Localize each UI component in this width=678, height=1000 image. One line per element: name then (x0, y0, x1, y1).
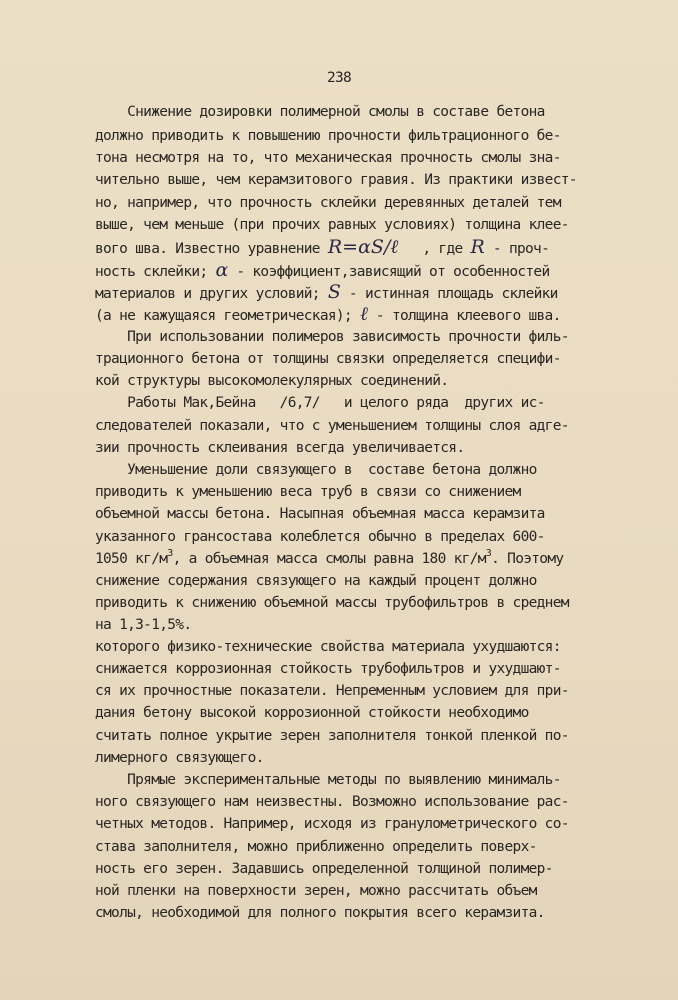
text-line (95, 814, 569, 834)
line-text: материалов и других условий; (95, 286, 320, 302)
text-line (95, 482, 521, 502)
text-line (95, 770, 561, 790)
text-line (95, 527, 545, 547)
text-line (95, 193, 561, 213)
text-line (95, 659, 561, 679)
line-text-tail: - коэффициент,зависящий от особенностей (228, 264, 550, 280)
line-text: смолы, необходимой для полного покрытия всего керамзита. (95, 905, 545, 921)
line-text: При использовании полимеров зависимость прочности филь- (95, 329, 569, 345)
line-text-tail: - проч- (484, 241, 550, 257)
text-line (95, 881, 537, 901)
line-text: Снижение дозировки полимерной смолы в составе бетона (95, 104, 545, 120)
text-line (95, 371, 448, 391)
text-line (95, 438, 464, 458)
line-text: должно приводить к повышению прочности фильтрационного бе- (95, 128, 561, 144)
text-line (95, 571, 537, 591)
line-text: объемной массы бетона. Насыпная объемная масса керамзита (95, 506, 545, 522)
line-text: выше, чем меньше (при прочих равных условиях) толщина клее- (95, 217, 569, 233)
line-text: снижение содержания связующего на каждый процент должно (95, 573, 537, 589)
text-line (95, 416, 569, 436)
text-line (95, 215, 569, 235)
text-line (95, 726, 569, 746)
line-text: става заполнителя, можно приближенно определить поверх- (95, 839, 537, 855)
text-line (95, 148, 561, 168)
line-text: ся их прочностные показатели. Непременным условием для при- (95, 683, 569, 699)
text-line (95, 237, 549, 257)
text-line (95, 748, 264, 768)
text-line (95, 681, 569, 701)
text-line (95, 837, 537, 857)
line-text: лимерного связующего. (95, 750, 264, 766)
handwritten-symbol: α (215, 259, 229, 281)
text-line (95, 304, 561, 324)
superscript: 3 (167, 548, 173, 559)
line-text: но, например, что прочность склейки деревянных деталей тем (95, 195, 561, 211)
text-line (95, 260, 550, 280)
text-line (95, 126, 561, 146)
text-line (95, 903, 545, 923)
text-line (95, 637, 561, 657)
line-text-tail: - толщина клеевого шва. (367, 308, 561, 324)
line-text-tail: , а объемная масса смолы равна 180 кг/м (172, 551, 486, 567)
text-line (95, 102, 545, 122)
handwritten-symbol: S (327, 281, 341, 303)
line-text: снижается коррозионная стойкость трубофильтров и ухудшают- (95, 661, 561, 677)
line-text: ной пленки на поверхности зерен, можно рассчитать объем (95, 883, 537, 899)
text-line (95, 460, 537, 480)
line-text: которого физико-технические свойства материала ухудшаются: (95, 639, 561, 655)
line-text: кой структуры высокомолекулярных соединений. (95, 373, 449, 389)
handwritten-symbol: R (470, 236, 485, 258)
line-text: дания бетону высокой коррозионной стойкости необходимо (95, 705, 529, 721)
line-text: чительно выше, чем керамзитового гравия. Из практики извест- (95, 172, 577, 188)
line-text: зии прочность склеивания всегда увеличивается. (95, 440, 465, 456)
line-text: следователей показали, что с уменьшением толщины слоя адге- (95, 418, 569, 434)
text-line (95, 549, 563, 569)
line-text: приводить к снижению объемной массы трубофильтров в среднем (95, 595, 569, 611)
superscript: 3 (485, 548, 492, 559)
line-text: 1050 кг/м (95, 551, 168, 567)
line-text: вого шва. Известно уравнение (95, 241, 320, 257)
text-line (95, 615, 191, 635)
line-text-continued: , где (398, 241, 463, 257)
text-line (95, 703, 529, 723)
line-text: ного связующего нам неизвестны. Возможно использование рас- (95, 794, 569, 810)
line-text: ность его зерен. Задавшись определенной толщиной полимер- (95, 861, 553, 877)
page-number: 238 (326, 70, 352, 86)
text-line (95, 393, 545, 413)
text-line (95, 282, 558, 302)
line-text: Работы Мак,Бейна /6,7/ и целого ряда других ис- (95, 395, 545, 411)
text-line (95, 859, 553, 879)
text-line (95, 170, 577, 190)
line-text: Прямые экспериментальные методы по выявлению минималь- (95, 772, 561, 788)
line-text-tail: . Поэтому (491, 551, 564, 567)
line-text: четных методов. Например, исходя из гранулометрического со- (95, 816, 569, 832)
line-text: ность склейки; (95, 264, 208, 280)
text-line (95, 327, 569, 347)
line-text: указанного грансостава колеблется обычно в пределах 600- (95, 529, 545, 545)
line-text: (а не кажущаяся геометрическая); (95, 308, 352, 324)
text-line (95, 792, 569, 812)
line-text-tail: - истинная площадь склейки (340, 286, 558, 302)
line-text: считать полное укрытие зерен заполнителя тонкой пленкой по- (95, 728, 569, 744)
handwritten-formula: R=αS/ℓ (327, 236, 399, 258)
line-text: тона несмотря на то, что механическая прочность смолы зна- (95, 150, 561, 166)
line-text: Уменьшение доли связующего в составе бетона должно (95, 462, 537, 478)
text-line (95, 504, 545, 524)
line-text: трационного бетона от толщины связки определяется специфи- (95, 351, 561, 367)
text-line (95, 349, 561, 369)
line-text: приводить к уменьшению веса труб в связи со снижением (95, 484, 521, 500)
handwritten-symbol: ℓ (359, 303, 368, 325)
text-line (95, 593, 569, 613)
line-text: на 1,3-1,5%. (95, 617, 192, 633)
